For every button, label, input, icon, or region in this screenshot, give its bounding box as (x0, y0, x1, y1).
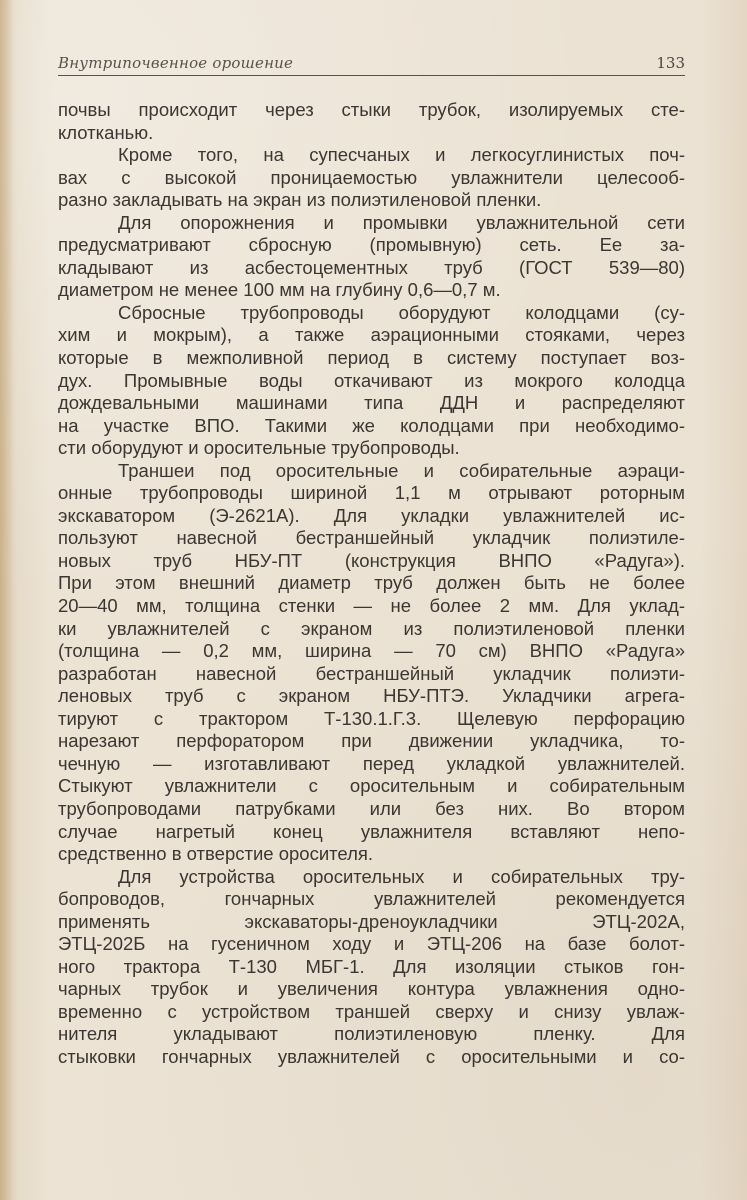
running-title: Внутрипочвенное орошение (58, 54, 294, 72)
text-line: ного трактора Т-130 МБГ-1. Для изоляции стыков гон- (58, 955, 685, 977)
text-line: экскаватором (Э-2621А). Для укладки увлажнителей ис- (58, 504, 685, 526)
text-line: разно закладывать на экран из полиэтиленовой пленки. (58, 189, 542, 211)
text-line: временно с устройством траншей сверху и снизу увлаж- (58, 1000, 685, 1022)
text-line: случае нагретый конец увлажнителя вставляют непо- (58, 820, 685, 842)
text-line: клотканью. (58, 121, 154, 143)
running-header (58, 50, 685, 76)
text-line: почвы происходит через стыки трубок, изолируемых сте- (58, 99, 685, 120)
text-line: стыковки гончарных увлажнителей с оросительными и со- (58, 1045, 685, 1067)
text-line: Для устройства оросительных и собирательных тру- (118, 865, 685, 887)
text-line: диаметром не менее 100 мм на глубину 0,6—0,7 м. (58, 279, 501, 301)
text-line: Сбросные трубопроводы оборудуют колодцами (су- (118, 301, 685, 323)
text-line: пользуют навесной бестраншейный укладчик полиэтиле- (58, 527, 685, 549)
text-line: хим и мокрым), а также аэрационными стояками, через (58, 324, 685, 346)
text-line: сти оборудуют и оросительные трубопроводы. (58, 437, 460, 459)
text-line: Траншеи под оросительные и собирательные аэраци- (118, 459, 685, 481)
text-line: чарных трубок и увеличения контура увлажнения одно- (58, 978, 685, 1000)
text-line: разработан навесной бестраншейный укладчик полиэти- (58, 662, 685, 684)
body-text (58, 99, 685, 1069)
text-line: применять экскаваторы-дреноукладчики ЭТЦ-202А, (58, 910, 685, 932)
text-line: предусматривают сбросную (промывную) сеть. Ее за- (58, 234, 685, 256)
text-line: Кроме того, на супесчаных и легкосуглинистых поч- (118, 144, 685, 166)
text-line: При этом внешний диаметр труб должен быть не более (58, 572, 685, 594)
text-line: нителя укладывают полиэтиленовую пленку. Для (58, 1023, 685, 1045)
text-line: тируют с трактором Т-130.1.Г.3. Щелевую перфорацию (58, 707, 685, 729)
text-line: Стыкуют увлажнители с оросительным и собирательным (58, 775, 685, 797)
text-line: новых труб НБУ-ПТ (конструкция ВНПО «Радуга»). (58, 549, 685, 571)
text-line: (толщина — 0,2 мм, ширина — 70 см) ВНПО «Радуга» (58, 640, 685, 662)
text-line: чечную — изготавливают перед укладкой увлажнителей. (58, 752, 685, 774)
text-line: которые в межполивной период в систему поступает воз- (58, 347, 685, 369)
text-line: средственно в отверстие оросителя. (58, 843, 374, 865)
text-line: 20—40 мм, толщина стенки — не более 2 мм. Для уклад- (58, 595, 685, 617)
text-line: кладывают из асбестоцементных труб (ГОСТ 539—80) (58, 256, 685, 278)
text-line: онные трубопроводы шириной 1,1 м отрывают роторным (58, 482, 685, 504)
text-line: Для опорожнения и промывки увлажнительной сети (118, 211, 685, 233)
text-line: нарезают перфоратором при движении укладчика, то- (58, 730, 685, 752)
text-line: ЭТЦ-202Б на гусеничном ходу и ЭТЦ-206 на базе болот- (58, 933, 685, 955)
text-line: дух. Промывные воды откачивают из мокрого колодца (58, 369, 685, 391)
text-line: бопроводов, гончарных увлажнителей рекомендуется (58, 888, 685, 910)
page-number: 133 (656, 54, 685, 72)
text-line: дождевальными машинами типа ДДН и распределяют (58, 392, 685, 414)
text-line: леновых труб с экраном НБУ-ПТЭ. Укладчики агрега- (58, 685, 685, 707)
text-line: ки увлажнителей с экраном из полиэтиленовой пленки (58, 617, 685, 639)
text-line: на участке ВПО. Такими же колодцами при необходимо- (58, 414, 685, 436)
text-line: трубопроводами патрубками или без них. Во втором (58, 797, 685, 819)
text-line: вах с высокой проницаемостью увлажнители целесооб- (58, 166, 685, 188)
